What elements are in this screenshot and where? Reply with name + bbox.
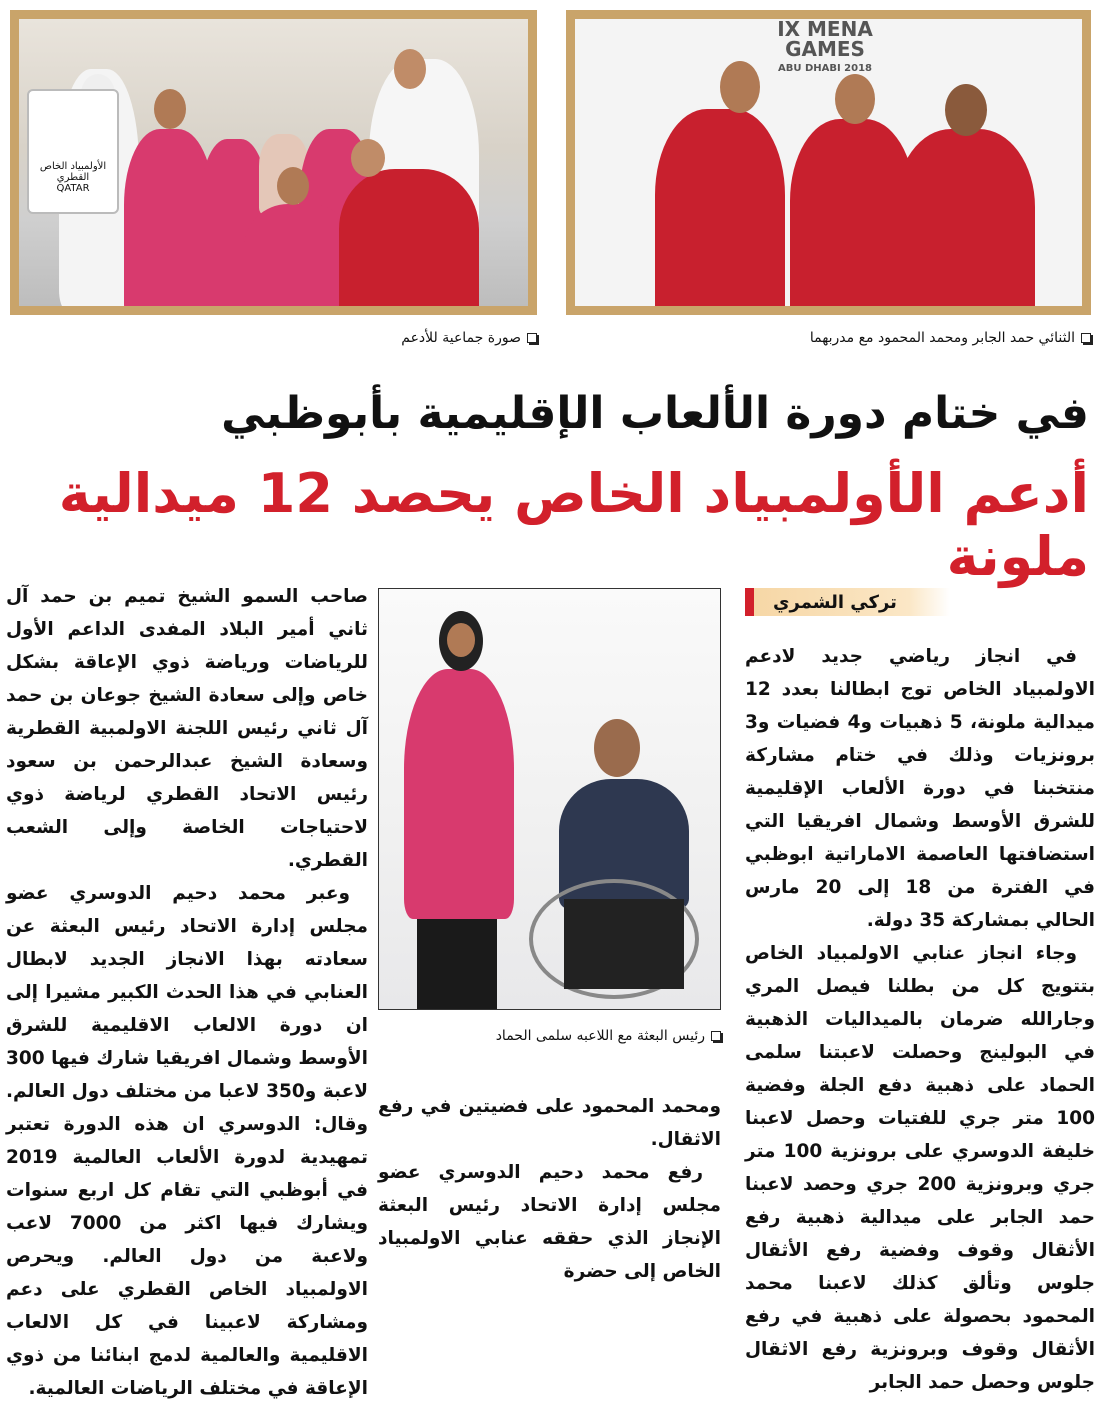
banner-title: IX MENA GAMES xyxy=(777,17,873,61)
center-photo-caption xyxy=(496,1028,721,1044)
paragraph: وعبر محمد دحيم الدوسري عضو مجلس إدارة الاتحاد رئيس البعثة عن سعادته بهذا الانجاز الجديد لابطال العنابي في هذا الحدث الكبير مشيرا إلى ان دورة الالعاب الاقليمية للشرق الأوسط وشمال افريقيا شارك فيها 300 لاعبة و350 لاعبا من مختلف دول العالم. وقال: الدوسري ان هذه الدورة تعتبر تمهيدية لدورة الألعاب العالمية 2019 في أبوظبي التي تقام كل اربع سنوات ويشارك فيها اكثر من 7000 لاعب ولاعبة من دول العالم. ويحرص الاولمبياد الخاص القطري على دعم ومشاركة لاعبينا في كل الالعاب الاقليمية والعالمية لدمج ابنائنا من ذوي الإعاقة في مختلف الرياضات العالمية. xyxy=(6,883,369,1399)
headline-kicker: في ختام دورة الألعاب الإقليمية بأبوظبي xyxy=(221,388,1089,439)
center-photo xyxy=(378,588,721,1010)
headline-main: أدعم الأولمبياد الخاص يحصد 12 ميدالية ملونة xyxy=(58,462,1089,588)
group-photo xyxy=(10,10,537,315)
byline xyxy=(745,588,950,616)
games-banner xyxy=(745,19,905,79)
group-photo-caption xyxy=(401,330,537,346)
caption-text: صورة جماعية للأدعم xyxy=(401,330,521,346)
caption-text: الثنائي حمد الجابر ومحمد المحمود مع مدربهما xyxy=(809,330,1075,346)
banner-subtitle: ABU DHABI 2018 xyxy=(777,63,873,74)
paragraph: رفع محمد دحيم الدوسري عضو مجلس إدارة الاتحاد رئيس البعثة الإنجاز الذي حققه عنابي الاولمبياد الخاص إلى حضرة xyxy=(378,1162,721,1282)
byline-text: تركي الشمري xyxy=(773,591,897,613)
caption-box-icon xyxy=(711,1031,721,1041)
duo-photo-caption xyxy=(810,330,1091,346)
paragraph: وجاء انجاز عنابي الاولمبياد الخاص بتتويج كل من بطلنا فيصل المري وجارالله ضرمان بالميداليات الذهبية في البولينج وحصلت لاعبتنا سلمى الحماد على ذهبية دفع الجلة وفضية 100 متر جري للفتيات وحصل لاعبنا خليفة الدوسري على برونزية 100 متر جري وبرونزية 200 جري وحصد لاعبنا حمد الجابر على ميدالية ذهبية رفع الأثقال وقوف وفضية رفع الأثقال جلوس وتألق كذلك لاعبنا محمد المحمود بحصولة على ذهبية في رفع الأثقال وقوف وبرونزية رفع الاثقال جلوس وحصل حمد الجابر xyxy=(745,943,1095,1393)
paragraph: في انجاز رياضي جديد لادعم الاولمبياد الخاص توج ابطالنا بعدد 12 ميدالية ملونة، 5 ذهبيات و4 فضيات و3 برونزيات وذلك في ختام مشاركة منتخبنا في دورة الألعاب الإقليمية للشرق الأوسط وشمال افريقيا التي استضافتها العاصمة الاماراتية ابوظبي في الفترة من 18 إلى 20 مارس الحالي بمشاركة 35 دولة. xyxy=(745,646,1096,931)
sign-text: الأولمبياد الخاص القطري xyxy=(39,161,107,183)
byline-accent xyxy=(745,588,754,616)
paragraph: صاحب السمو الشيخ تميم بن حمد آل ثاني أمير البلاد المفدى الداعم الأول للرياضات ورياضة ذوي الإعاقة بشكل خاص وإلى سعادة الشيخ جوعان بن حمد آل ثاني رئيس اللجنة الاولمبية القطرية وسعادة الشيخ عبدالرحمن بن سعود رئيس الاتحاد القطري لرياضة ذوي لاحتياجات الخاصة وإلى الشعب القطري. xyxy=(6,586,368,871)
sign-country: QATAR xyxy=(56,183,90,194)
caption-box-icon xyxy=(527,333,537,343)
team-sign xyxy=(27,89,119,214)
caption-text: رئيس البعثة مع اللاعبه سلمى الحماد xyxy=(495,1028,705,1044)
article-column-middle xyxy=(378,1090,721,1288)
caption-box-icon xyxy=(1081,333,1091,343)
paragraph: ومحمد المحمود على فضيتين في رفع الاثقال. xyxy=(378,1096,721,1150)
article-column-left xyxy=(6,580,368,1405)
article-column-right xyxy=(745,640,1095,1399)
duo-photo xyxy=(566,10,1091,315)
